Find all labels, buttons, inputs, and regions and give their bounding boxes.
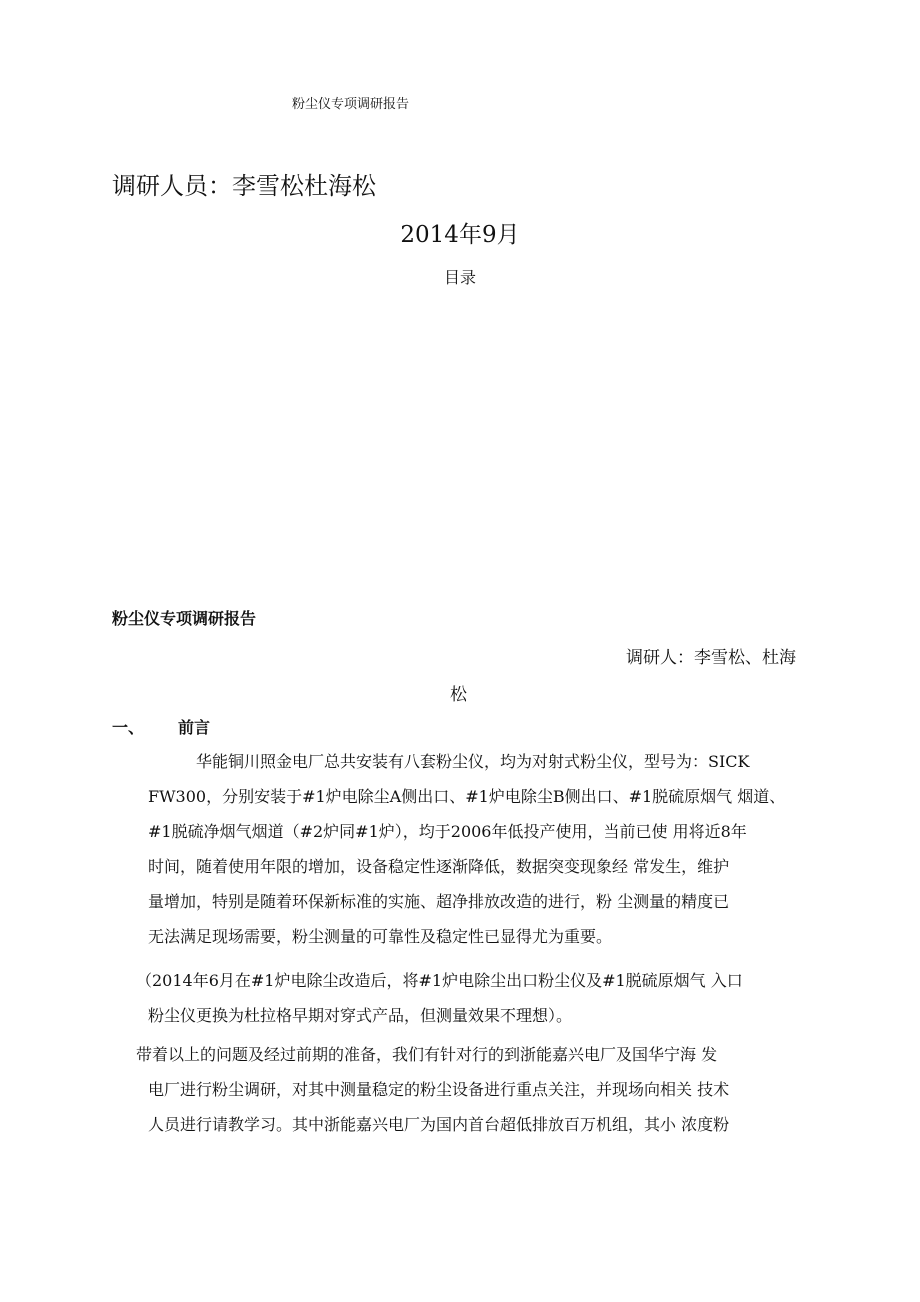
body-line: 电厂进行粉尘调研，对其中测量稳定的粉尘设备进行重点关注，并现场向相关 技术: [148, 1080, 730, 1099]
section-title: 前言: [178, 718, 211, 737]
report-researchers-line1: 调研人：李雪松、杜海: [626, 648, 796, 668]
body-line: 时间，随着使用年限的增加，设备稳定性逐渐降低，数据突变现象经 常发生，维护: [148, 857, 730, 876]
report-researchers-line2: 松: [450, 685, 467, 705]
body-line: （2014年6月在#1炉电除尘改造后，将#1炉电除尘出口粉尘仪及#1脱硫原烟气 入口: [136, 971, 743, 990]
body-line: #1脱硫净烟气烟道（#2炉同#1炉），均于2006年低投产使用，当前已使 用将近8年: [148, 822, 747, 841]
body-line: FW300，分别安装于#1炉电除尘A侧出口、#1炉电除尘B侧出口、#1脱硫原烟气 烟道、: [148, 787, 786, 806]
report-title: 粉尘仪专项调研报告: [112, 609, 257, 628]
cover-researchers: 调研人员：李雪松杜海松: [112, 172, 376, 200]
body-line: 量增加，特别是随着环保新标准的实施、超净排放改造的进行，粉 尘测量的精度已: [148, 892, 730, 911]
document-header-title: 粉尘仪专项调研报告: [292, 97, 410, 112]
body-line: 粉尘仪更换为杜拉格早期对穿式产品，但测量效果不理想）。: [148, 1006, 573, 1025]
body-line: 带着以上的问题及经过前期的准备，我们有针对行的到浙能嘉兴电厂及国华宁海 发: [136, 1045, 718, 1064]
cover-date: 2014年9月: [400, 222, 520, 248]
body-line: 华能铜川照金电厂总共安装有八套粉尘仪，均为对射式粉尘仪，型号为：SICK: [196, 752, 750, 771]
table-of-contents-title: 目录: [443, 268, 476, 287]
section-number: 一、: [112, 718, 145, 737]
body-line: 无法满足现场需要，粉尘测量的可靠性及稳定性已显得尤为重要。: [148, 927, 613, 946]
body-line: 人员进行请教学习。其中浙能嘉兴电厂为国内首台超低排放百万机组，其小 浓度粉: [148, 1115, 730, 1134]
